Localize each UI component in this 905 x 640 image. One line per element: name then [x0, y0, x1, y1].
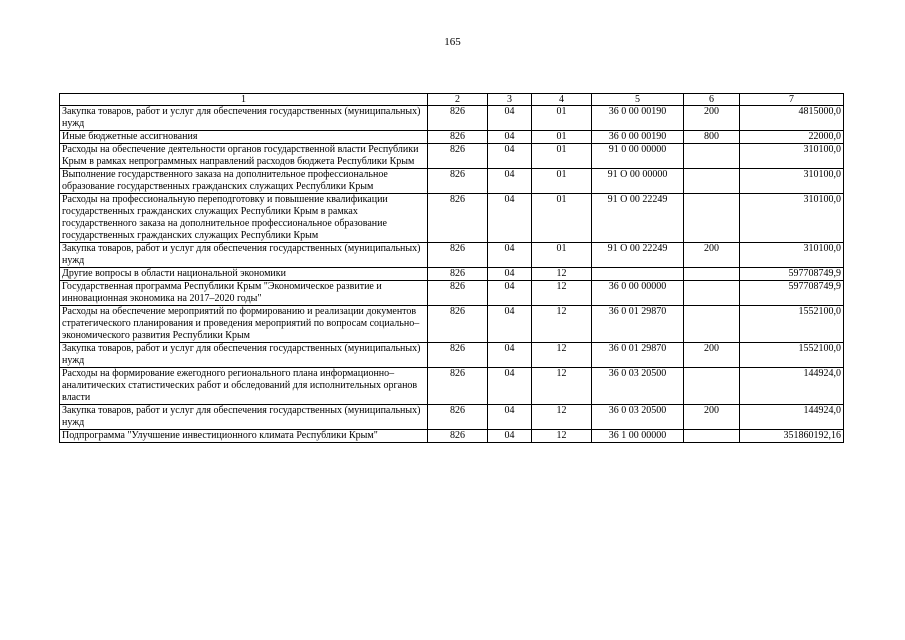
row-name-cell: Подпрограмма "Улучшение инвестиционного климата Республики Крым" [60, 430, 428, 443]
table-row [60, 343, 844, 368]
row-code-cell: 826 [428, 405, 488, 430]
row-target-article-cell: 36 0 01 29870 [592, 343, 684, 368]
row-code-cell: 826 [428, 268, 488, 281]
row-section-cell: 04 [488, 169, 532, 194]
row-name-cell: Закупка товаров, работ и услуг для обеспечения государственных (муниципальных) нужд [60, 405, 428, 430]
row-code-cell: 826 [428, 306, 488, 343]
row-target-article-cell: 36 1 00 00000 [592, 430, 684, 443]
table-row [60, 194, 844, 243]
row-code-cell: 826 [428, 368, 488, 405]
row-expense-type-cell [684, 306, 740, 343]
row-expense-type-cell: 200 [684, 243, 740, 268]
column-header: 2 [428, 94, 488, 106]
row-target-article-cell: 91 О 00 00000 [592, 169, 684, 194]
row-target-article-cell: 36 0 00 00190 [592, 131, 684, 144]
row-section-cell: 04 [488, 343, 532, 368]
row-target-article-cell: 36 0 03 20500 [592, 368, 684, 405]
row-name-cell: Расходы на формирование ежегодного регионального плана информационно–аналитических статистических работ и обследований для исполнительных органов власти [60, 368, 428, 405]
row-expense-type-cell [684, 268, 740, 281]
table-row [60, 106, 844, 131]
row-section-cell: 04 [488, 106, 532, 131]
column-header: 1 [60, 94, 428, 106]
row-amount-cell: 310100,0 [740, 169, 844, 194]
column-header: 5 [592, 94, 684, 106]
row-code-cell: 826 [428, 243, 488, 268]
row-section-cell: 04 [488, 405, 532, 430]
row-section-cell: 04 [488, 194, 532, 243]
row-code-cell: 826 [428, 194, 488, 243]
row-subsection-cell: 12 [532, 405, 592, 430]
row-target-article-cell: 91 0 00 00000 [592, 144, 684, 169]
row-subsection-cell: 12 [532, 368, 592, 405]
row-expense-type-cell [684, 169, 740, 194]
table-row [60, 306, 844, 343]
table-row [60, 131, 844, 144]
row-expense-type-cell [684, 281, 740, 306]
row-code-cell: 826 [428, 131, 488, 144]
row-section-cell: 04 [488, 243, 532, 268]
row-name-cell: Государственная программа Республики Крым "Экономическое развитие и инновационная экономика на 2017–2020 годы" [60, 281, 428, 306]
row-section-cell: 04 [488, 144, 532, 169]
row-expense-type-cell [684, 194, 740, 243]
row-expense-type-cell: 800 [684, 131, 740, 144]
row-name-cell: Иные бюджетные ассигнования [60, 131, 428, 144]
row-subsection-cell: 01 [532, 243, 592, 268]
row-section-cell: 04 [488, 268, 532, 281]
column-header: 6 [684, 94, 740, 106]
row-target-article-cell [592, 268, 684, 281]
row-subsection-cell: 01 [532, 169, 592, 194]
table-row [60, 430, 844, 443]
row-amount-cell: 1552100,0 [740, 343, 844, 368]
table-row [60, 144, 844, 169]
table-body [60, 106, 844, 443]
row-amount-cell: 144924,0 [740, 405, 844, 430]
page-number: 165 [444, 36, 461, 48]
row-section-cell: 04 [488, 368, 532, 405]
row-subsection-cell: 01 [532, 144, 592, 169]
row-amount-cell: 597708749,9 [740, 281, 844, 306]
row-section-cell: 04 [488, 131, 532, 144]
row-target-article-cell: 36 0 01 29870 [592, 306, 684, 343]
row-code-cell: 826 [428, 281, 488, 306]
row-amount-cell: 22000,0 [740, 131, 844, 144]
row-code-cell: 826 [428, 343, 488, 368]
column-header: 3 [488, 94, 532, 106]
row-amount-cell: 597708749,9 [740, 268, 844, 281]
row-code-cell: 826 [428, 430, 488, 443]
row-name-cell: Выполнение государственного заказа на дополнительное профессиональное образование государственных гражданских служащих Республики Крым [60, 169, 428, 194]
row-subsection-cell: 12 [532, 430, 592, 443]
row-amount-cell: 351860192,16 [740, 430, 844, 443]
row-name-cell: Закупка товаров, работ и услуг для обеспечения государственных (муниципальных) нужд [60, 243, 428, 268]
row-name-cell: Другие вопросы в области национальной экономики [60, 268, 428, 281]
column-header: 4 [532, 94, 592, 106]
row-amount-cell: 4815000,0 [740, 106, 844, 131]
row-expense-type-cell [684, 368, 740, 405]
header-row [60, 94, 844, 106]
row-target-article-cell: 91 О 00 22249 [592, 243, 684, 268]
row-target-article-cell: 36 0 00 00190 [592, 106, 684, 131]
row-subsection-cell: 12 [532, 306, 592, 343]
row-name-cell: Закупка товаров, работ и услуг для обеспечения государственных (муниципальных) нужд [60, 106, 428, 131]
row-name-cell: Расходы на обеспечение мероприятий по формированию и реализации документов стратегического планирования и проведения мероприятий по вопросам социально–экономического развития Республики Крым [60, 306, 428, 343]
row-expense-type-cell: 200 [684, 343, 740, 368]
row-section-cell: 04 [488, 306, 532, 343]
row-subsection-cell: 01 [532, 106, 592, 131]
row-subsection-cell: 01 [532, 131, 592, 144]
table-row [60, 368, 844, 405]
row-subsection-cell: 12 [532, 268, 592, 281]
row-target-article-cell: 91 О 00 22249 [592, 194, 684, 243]
row-amount-cell: 144924,0 [740, 368, 844, 405]
row-code-cell: 826 [428, 144, 488, 169]
row-amount-cell: 310100,0 [740, 144, 844, 169]
row-expense-type-cell [684, 430, 740, 443]
row-name-cell: Закупка товаров, работ и услуг для обеспечения государственных (муниципальных) нужд [60, 343, 428, 368]
row-target-article-cell: 36 0 00 00000 [592, 281, 684, 306]
row-expense-type-cell: 200 [684, 106, 740, 131]
row-target-article-cell: 36 0 03 20500 [592, 405, 684, 430]
table-row [60, 243, 844, 268]
row-section-cell: 04 [488, 430, 532, 443]
row-name-cell: Расходы на профессиональную переподготовку и повышение квалификации государственных гражданских служащих Республики Крым в рамках государственного заказа на дополнительное профессиональное образование государственных гражданских служащих Республики Крым [60, 194, 428, 243]
table-row [60, 169, 844, 194]
table-row [60, 405, 844, 430]
budget-table [59, 93, 844, 443]
row-code-cell: 826 [428, 169, 488, 194]
row-expense-type-cell [684, 144, 740, 169]
row-amount-cell: 1552100,0 [740, 306, 844, 343]
row-subsection-cell: 01 [532, 194, 592, 243]
table-row [60, 281, 844, 306]
column-header: 7 [740, 94, 844, 106]
row-amount-cell: 310100,0 [740, 194, 844, 243]
row-code-cell: 826 [428, 106, 488, 131]
row-subsection-cell: 12 [532, 281, 592, 306]
row-section-cell: 04 [488, 281, 532, 306]
row-amount-cell: 310100,0 [740, 243, 844, 268]
row-expense-type-cell: 200 [684, 405, 740, 430]
row-subsection-cell: 12 [532, 343, 592, 368]
row-name-cell: Расходы на обеспечение деятельности органов государственной власти Республики Крым в рамках непрограммных направлений расходов бюджета Республики Крым [60, 144, 428, 169]
table-row [60, 268, 844, 281]
